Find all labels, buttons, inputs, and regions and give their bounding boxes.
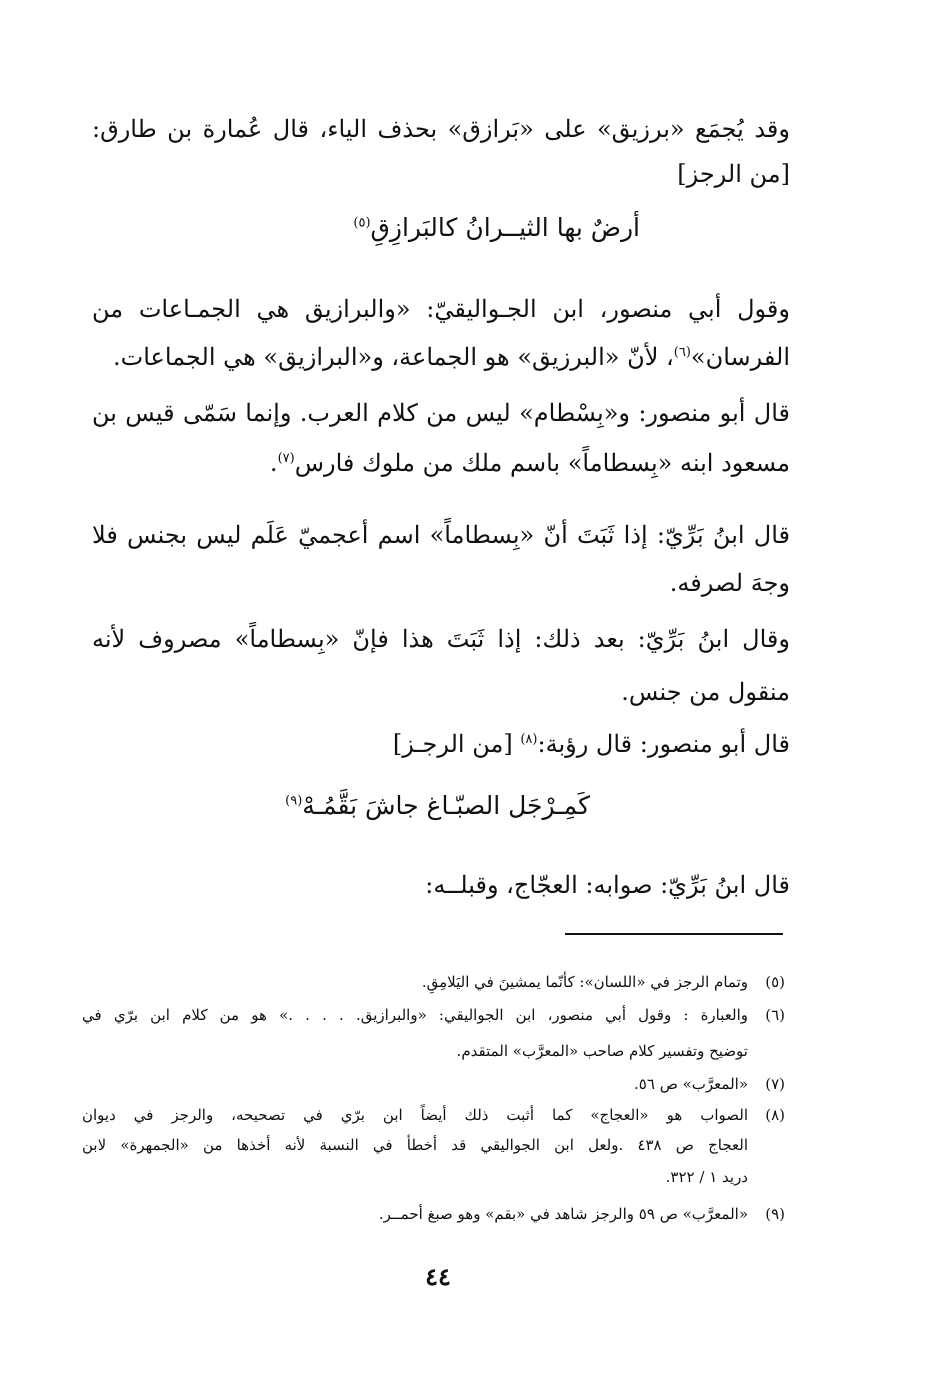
paragraph-5-line-2: منقول من جنس. — [621, 678, 790, 706]
verse-1 — [353, 210, 640, 246]
paragraph-4-line-1: قال ابنُ بَرِّيّ: إذا ثَبَتَ أنّ «بِسطاماً» اسم أعجميّ عَلَم ليس بجنس فلا — [92, 521, 790, 549]
footnote-8-line-2: العجاج ص ٤٣٨ .ولعل ابن الجواليقي قد أخطأ في النسبة لأنه أخذها من «الجمهرة» لابن — [82, 1136, 748, 1154]
paragraph-2-line-2 — [113, 340, 790, 374]
paragraph-3-line-2 — [270, 446, 790, 480]
paragraph-6-line-1-start: قال أبو منصور: قال رؤبة: — [537, 730, 790, 758]
footnote-8-line-3: دريد ١ / ٣٢٢. — [665, 1168, 748, 1186]
verse-2 — [285, 788, 590, 824]
footnote-9-number: (٩) — [765, 1205, 785, 1223]
verse-2-text: كَمِـرْجَل الصبّـاغ جاشَ بَقَّمُـهْ — [302, 791, 590, 820]
footnote-6-number: (٦) — [765, 1006, 785, 1024]
footnote-6-line-1: والعبارة : وقول أبي منصور، ابن الجواليقي: «والبرازيق. . . . .» هو من كلام ابن برّي في — [82, 1006, 748, 1024]
footnote-8-number: (٨) — [765, 1106, 785, 1124]
paragraph-2-line-1: وقول أبي منصور، ابن الجـواليقيّ: «والبرازيق هي الجمـاعات من — [92, 295, 790, 323]
paragraph-4-line-2: وجهَ لصرفه. — [669, 569, 790, 597]
page-number: ٤٤ — [425, 1262, 451, 1291]
footnote-ref-9: (٩) — [285, 793, 303, 809]
footnote-8-line-1: الصواب هو «العجاج» كما أثبت ذلك أيضاً ابن برّي في تصحيحه، والرجز في ديوان — [82, 1106, 748, 1124]
footnote-6-line-2: توضيح وتفسير كلام صاحب «المعرَّب» المتقدم. — [456, 1042, 748, 1060]
paragraph-3-line-1: قال أبو منصور: و«بِسْطام» ليس من كلام العرب. وإنما سَمّى قيس بن — [92, 399, 790, 427]
paragraph-5-line-1: وقال ابنُ بَرِّيّ: بعد ذلك: إذا ثَبَتَ هذا فإنّ «بِسطاماً» مصروف لأنه — [92, 625, 790, 653]
footnote-5-number: (٥) — [765, 973, 785, 991]
footnote-9-text: «المعرَّب» ص ٥٩ والرجز شاهد في «بقم» وهو صبغ أحمــر. — [378, 1205, 748, 1223]
footnote-7-number: (٧) — [765, 1075, 785, 1093]
paragraph-2-line-2-start: الفرسان» — [690, 343, 790, 371]
footnote-ref-8: (٨) — [520, 732, 538, 747]
meter-label-rajaz-2: [من الرجـز] — [392, 730, 521, 758]
footnote-ref-6: (٦) — [673, 345, 691, 360]
paragraph-7-line-1: قال ابنُ بَرِّيّ: صوابه: العجّاج، وقبلــه: — [425, 871, 790, 899]
footnote-ref-5: (٥) — [353, 215, 371, 231]
footnote-5-text: وتمام الرجز في «اللسان»: كأنّما يمشينَ في اليَلامِقِ. — [421, 973, 748, 991]
verse-1-text: أرضٌ بها الثيــرانُ كالبَرازِقِ — [370, 213, 640, 242]
paragraph-2-line-2-end: ، لأنّ «البرزيق» هو الجماعة، و«البرازيق» هي الجماعات. — [112, 343, 674, 371]
paragraph-1-line-1: وقد يُجمَع «برزيق» على «بَرازق» بحذف الياء، قال عُمارة بن طارق: — [92, 115, 790, 143]
paragraph-6-line-1 — [393, 727, 790, 761]
paragraph-3-line-2-start: مسعود ابنه «بِسطاماً» باسم ملك من ملوك فارس — [294, 449, 790, 477]
meter-label-rajaz-1: [من الرجز] — [677, 160, 790, 188]
footnote-ref-7: (٧) — [277, 451, 295, 466]
footnote-7-text: «المعرَّب» ص ٥٦. — [634, 1075, 748, 1093]
paragraph-3-line-2-end: . — [269, 449, 278, 477]
footnote-separator — [565, 933, 783, 935]
